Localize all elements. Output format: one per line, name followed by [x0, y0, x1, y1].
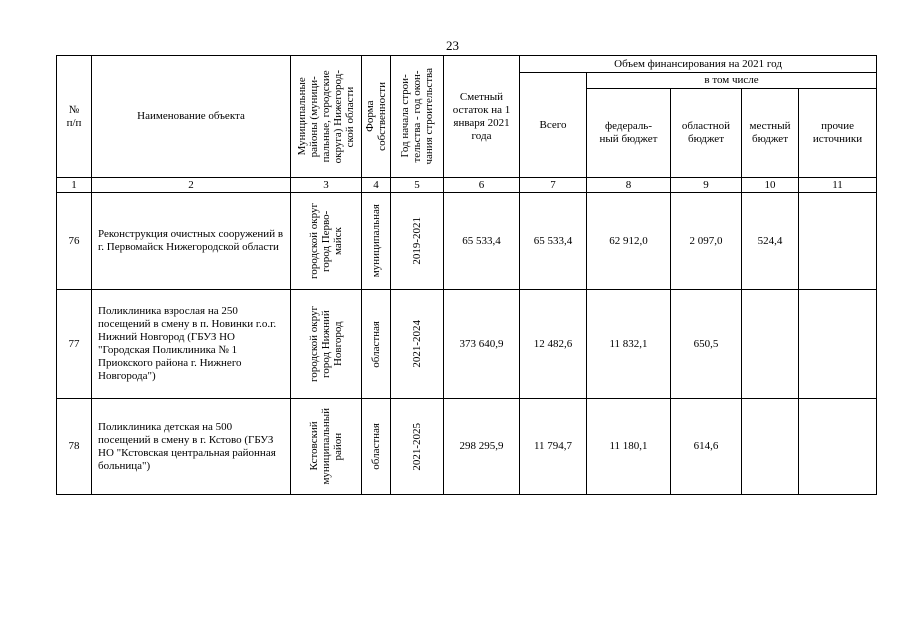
estimated-balance: 298 295,9 [444, 399, 520, 495]
header-construction-years: Год начала строи- тельства - год окон- чания строительства [391, 56, 444, 178]
regional-budget: 2 097,0 [671, 193, 742, 290]
column-number: 6 [444, 178, 520, 193]
row-number: 77 [57, 290, 92, 399]
header-including: в том числе [587, 73, 877, 89]
financing-total: 65 533,4 [520, 193, 587, 290]
column-number: 5 [391, 178, 444, 193]
object-name: Поликлиника взрослая на 250 посещений в смену в п. Новинки г.о.г. Нижний Новгород (ГБУЗ НО "Городская Поликлиника № 1 Приокского района г. Нижнего Новгорода") [92, 290, 291, 399]
header-municipality: Муниципальные районы (муници- пальные, городские округа) Нижегород- ской области [291, 56, 362, 178]
federal-budget: 11 180,1 [587, 399, 671, 495]
other-sources [799, 290, 877, 399]
regional-budget: 614,6 [671, 399, 742, 495]
municipality: Кстовский муниципальный район [291, 399, 362, 495]
municipality: городской округ город Перво- майск [291, 193, 362, 290]
column-number: 4 [362, 178, 391, 193]
header-total: Всего [520, 73, 587, 178]
ownership: областная [362, 290, 391, 399]
investment-program-table [56, 55, 877, 495]
header-local-budget: местный бюджет [742, 89, 799, 178]
estimated-balance: 373 640,9 [444, 290, 520, 399]
financing-total: 12 482,6 [520, 290, 587, 399]
header-financing-2021: Объем финансирования на 2021 год [520, 56, 877, 73]
header-object-name: Наименование объекта [92, 56, 291, 178]
column-number: 7 [520, 178, 587, 193]
header-row-number: № п/п [57, 56, 92, 178]
federal-budget: 62 912,0 [587, 193, 671, 290]
ownership: муниципальная [362, 193, 391, 290]
column-number: 3 [291, 178, 362, 193]
header-federal-budget: федераль- ный бюджет [587, 89, 671, 178]
ownership: областная [362, 399, 391, 495]
construction-years: 2019-2021 [391, 193, 444, 290]
header-regional-budget: областной бюджет [671, 89, 742, 178]
table-row [57, 399, 877, 495]
table-row [57, 193, 877, 290]
row-number: 78 [57, 399, 92, 495]
construction-years: 2021-2025 [391, 399, 444, 495]
table-row [57, 290, 877, 399]
header-estimated-balance: Сметный остаток на 1 января 2021 года [444, 56, 520, 178]
other-sources [799, 399, 877, 495]
local-budget: 524,4 [742, 193, 799, 290]
municipality: городской округ город Нижний Новгород [291, 290, 362, 399]
estimated-balance: 65 533,4 [444, 193, 520, 290]
other-sources [799, 193, 877, 290]
column-number: 9 [671, 178, 742, 193]
column-number: 11 [799, 178, 877, 193]
row-number: 76 [57, 193, 92, 290]
object-name: Реконструкция очистных сооружений в г. Первомайск Нижегородской области [92, 193, 291, 290]
header-other-sources: прочие источники [799, 89, 877, 178]
federal-budget: 11 832,1 [587, 290, 671, 399]
column-number: 2 [92, 178, 291, 193]
regional-budget: 650,5 [671, 290, 742, 399]
header-ownership: Форма собственности [362, 56, 391, 178]
column-number: 10 [742, 178, 799, 193]
financing-total: 11 794,7 [520, 399, 587, 495]
column-numbers-row [57, 178, 877, 193]
local-budget [742, 399, 799, 495]
page-number: 23 [446, 38, 459, 53]
object-name: Поликлиника детская на 500 посещений в смену в г. Кстово (ГБУЗ НО "Кстовская центральная районная больница") [92, 399, 291, 495]
column-number: 1 [57, 178, 92, 193]
local-budget [742, 290, 799, 399]
construction-years: 2021-2024 [391, 290, 444, 399]
column-number: 8 [587, 178, 671, 193]
